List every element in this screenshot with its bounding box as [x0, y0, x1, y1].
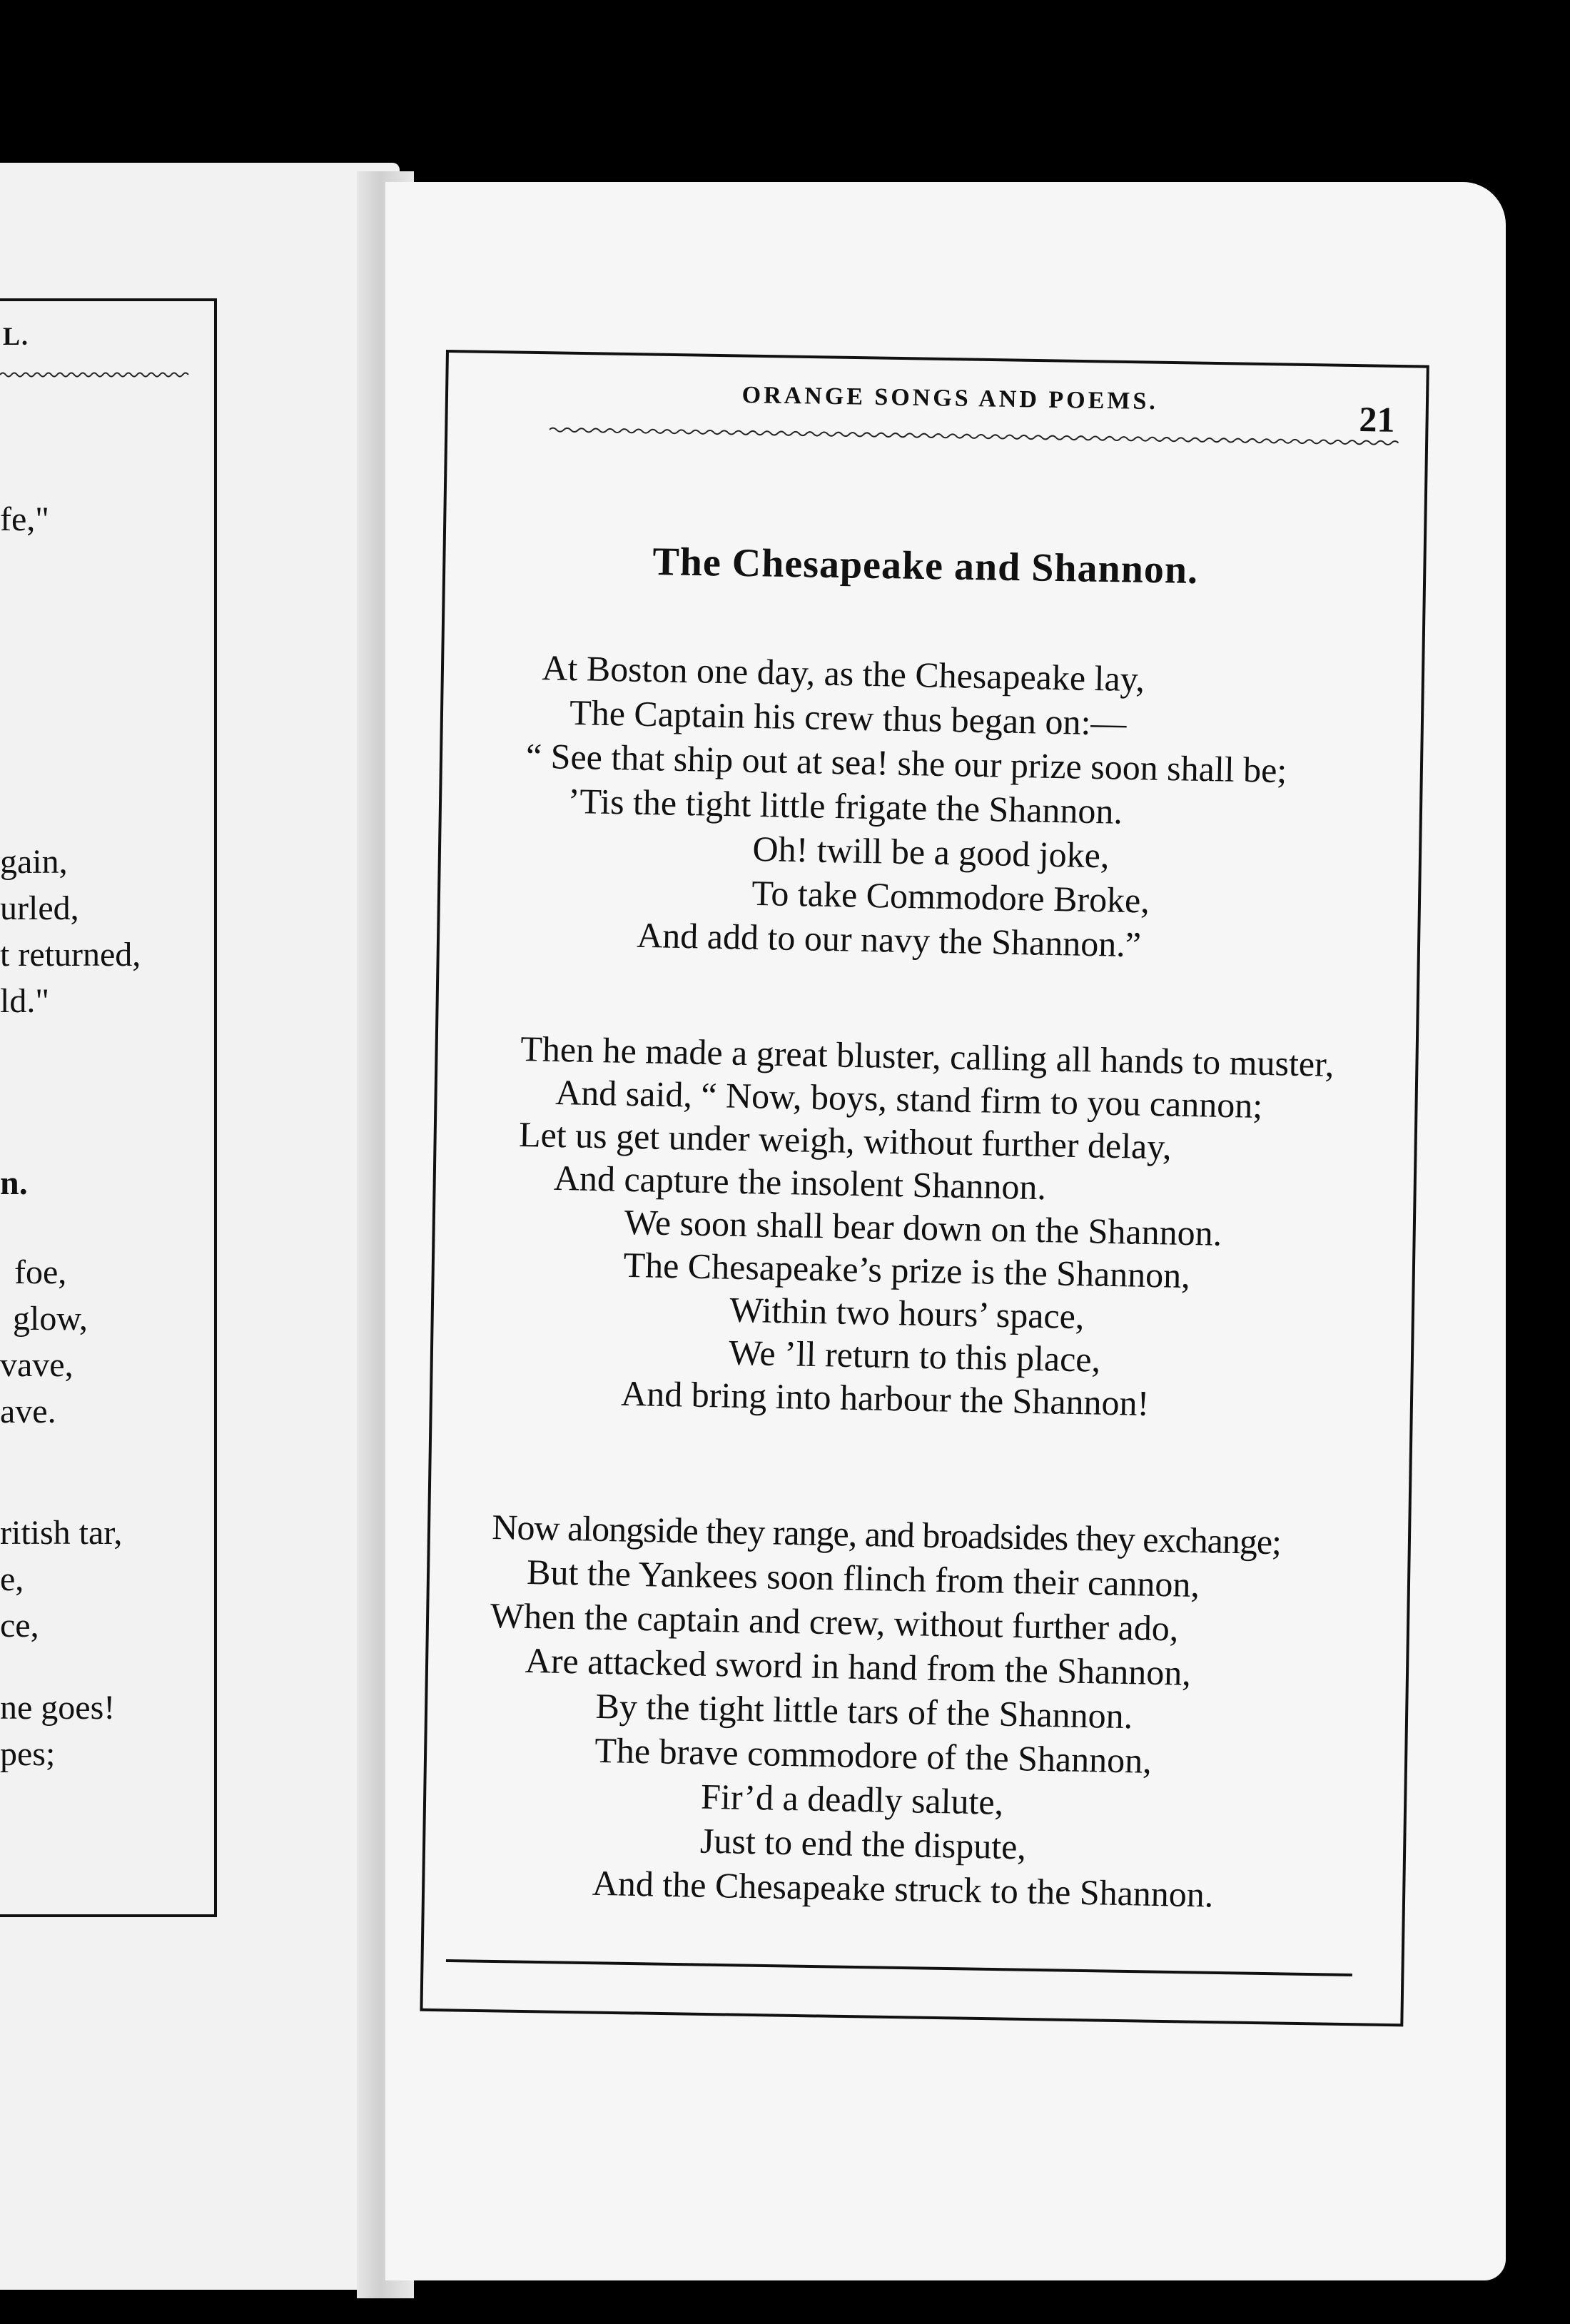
- poem-line: When the captain and crew, without further ado,: [490, 1595, 1179, 1649]
- left-page-header: L.: [3, 322, 30, 350]
- poem-line: But the Yankees soon flinch from their cannon,: [526, 1551, 1200, 1605]
- poem-line: Fir’d a deadly salute,: [700, 1776, 1004, 1822]
- left-fragment: ave.: [0, 1393, 56, 1430]
- running-head: ORANGE SONGS AND POEMS.: [741, 382, 1159, 415]
- left-fragment: e,: [0, 1560, 24, 1598]
- left-wavy-rule: [0, 371, 193, 378]
- poem-line: We soon shall bear down on the Shannon.: [624, 1201, 1222, 1253]
- poem-line: Are attacked sword in hand from the Shannon,: [525, 1640, 1192, 1693]
- poem-line: To take Commodore Broke,: [751, 872, 1150, 921]
- poem-line: Now alongside they range, and broadsides they exchange;: [491, 1506, 1282, 1562]
- poem-line: And said, “ Now, boys, stand firm to you cannon;: [554, 1071, 1263, 1126]
- left-fragment: glow,: [13, 1300, 88, 1338]
- left-fragment: ce,: [0, 1607, 39, 1645]
- left-page-frame: [0, 298, 217, 1917]
- poem-line: And the Chesapeake struck to the Shannon.: [592, 1862, 1214, 1915]
- poem-line: At Boston one day, as the Chesapeake lay,: [541, 647, 1145, 699]
- poem-line: The brave commodore of the Shannon,: [594, 1729, 1153, 1781]
- left-fragment: pes;: [0, 1735, 56, 1773]
- left-fragment: ne goes!: [0, 1689, 116, 1727]
- left-fragment: ritish tar,: [0, 1514, 123, 1552]
- poem-line: Then he made a great bluster, calling all hands to muster,: [520, 1028, 1334, 1084]
- poem-line: And capture the insolent Shannon.: [553, 1157, 1047, 1208]
- left-fragment: fe,": [0, 500, 49, 538]
- poem-title: The Chesapeake and Shannon.: [652, 539, 1199, 593]
- left-fragment: urled,: [0, 889, 79, 927]
- poem-line: “ See that ship out at sea! she our prize soon shall be;: [525, 735, 1287, 791]
- poem-line: ’Tis the tight little frigate the Shannon.: [567, 780, 1123, 832]
- poem-line: The Captain his crew thus began on:—: [569, 692, 1128, 743]
- left-fragment: vave,: [0, 1346, 74, 1384]
- poem-line: Oh! twill be a good joke,: [752, 828, 1110, 876]
- left-fragment: ld.": [0, 982, 49, 1020]
- poem-line: The Chesapeake’s prize is the Shannon,: [623, 1244, 1191, 1296]
- left-fragment: gain,: [0, 843, 68, 881]
- page-number: 21: [1359, 398, 1395, 440]
- left-fragment: n.: [0, 1164, 28, 1202]
- poem-line: And add to our navy the Shannon.”: [636, 914, 1142, 965]
- left-fragment: t returned,: [0, 936, 141, 974]
- poem-line: By the tight little tars of the Shannon.: [595, 1685, 1133, 1737]
- poem-line: And bring into harbour the Shannon!: [620, 1373, 1150, 1423]
- poem-line: Let us get under weigh, without further delay,: [518, 1113, 1173, 1167]
- poem-line: Within two hours’ space,: [729, 1289, 1085, 1337]
- poem-line: Just to end the dispute,: [699, 1820, 1027, 1867]
- left-fragment: foe,: [14, 1253, 67, 1291]
- poem-line: We ’ll return to this place,: [728, 1332, 1101, 1380]
